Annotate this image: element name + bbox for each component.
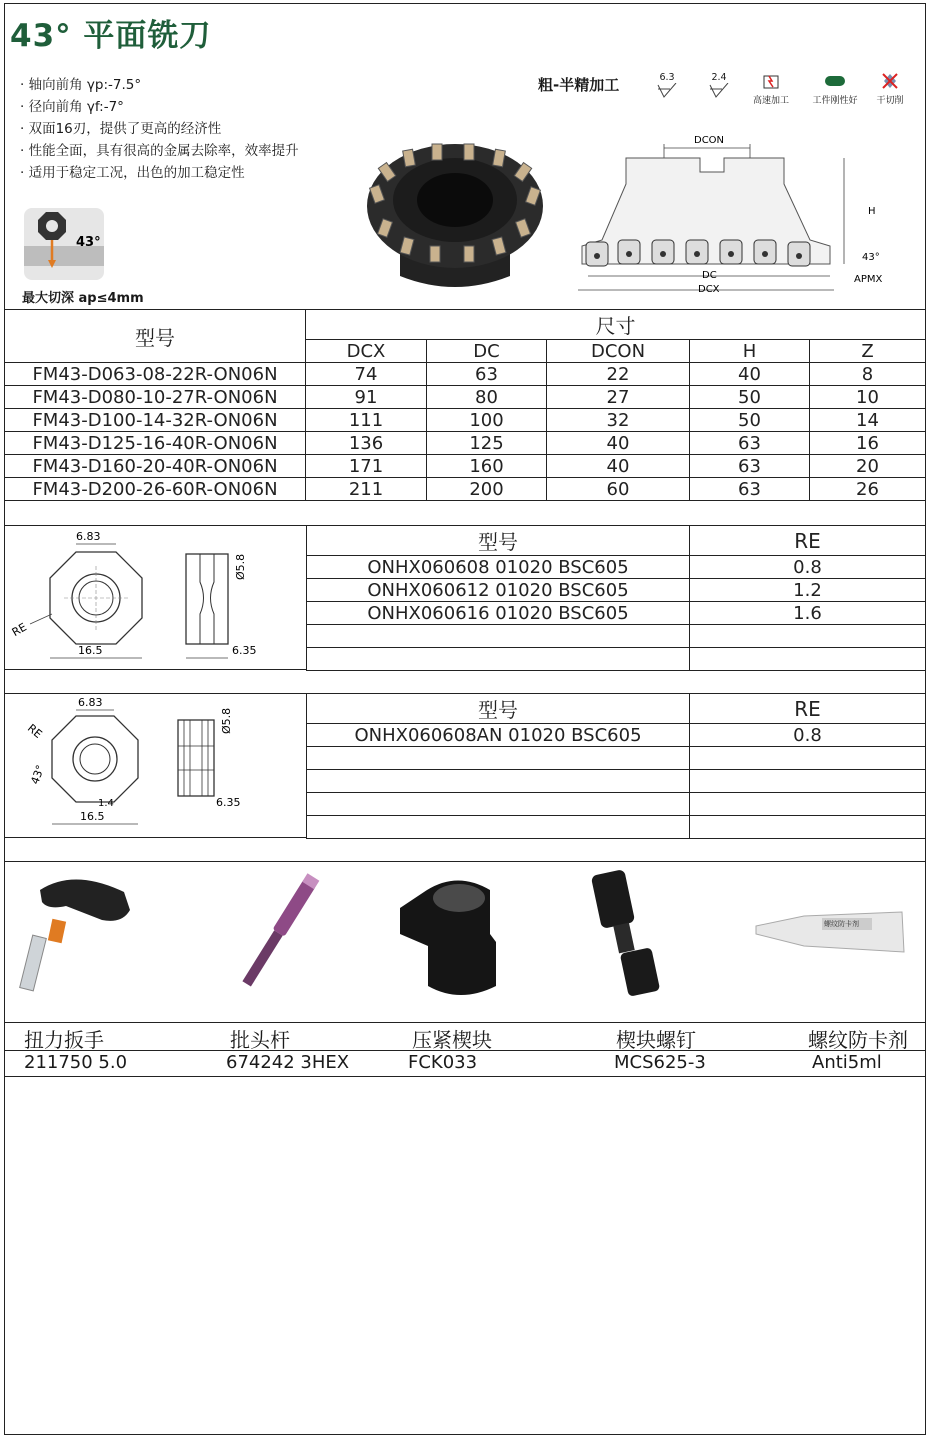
dim-re: RE xyxy=(24,721,45,741)
dim-width: 16.5 xyxy=(80,810,105,823)
accessory-code: FCK033 xyxy=(408,1052,478,1073)
table-row xyxy=(307,770,926,793)
value-cell: 63 xyxy=(427,363,547,386)
value-cell: 211 xyxy=(306,478,427,501)
table-row xyxy=(307,625,926,648)
feature-item: · 性能全面，具有很高的金属去除率，效率提升 xyxy=(20,140,299,162)
label-angle: 43° xyxy=(862,252,880,263)
feature-item: · 径向前角 γf:-7° xyxy=(20,96,299,118)
value-cell: 63 xyxy=(690,478,810,501)
value-cell: 32 xyxy=(547,409,690,432)
value-cell: 16 xyxy=(810,432,926,455)
value-cell: 60 xyxy=(547,478,690,501)
insert2-table xyxy=(306,693,926,839)
label-dcon: DCON xyxy=(694,135,725,146)
dim-width: 16.5 xyxy=(78,644,103,657)
value-cell: 50 xyxy=(690,409,810,432)
label-dc: DC xyxy=(702,270,717,281)
insert1-table xyxy=(306,525,926,671)
dim-angle: 43° xyxy=(28,763,48,787)
insert2-drawing xyxy=(4,694,307,838)
accessory-name: 楔块螺钉 xyxy=(616,1028,696,1052)
accessory-images xyxy=(4,862,926,1023)
cutter-dimension-diagram xyxy=(572,132,890,308)
value-cell: 63 xyxy=(690,455,810,478)
feature-item: · 适用于稳定工况，出色的加工稳定性 xyxy=(20,162,299,184)
accessory-code: MCS625-3 xyxy=(614,1052,706,1073)
symbol-label: 工件刚性好 xyxy=(812,96,858,106)
table-row xyxy=(307,724,926,747)
clamp-wedge-image xyxy=(400,880,496,995)
value-cell: 27 xyxy=(547,386,690,409)
table-row xyxy=(307,747,926,770)
cutter-photo xyxy=(360,138,550,297)
dim-thick: 6.35 xyxy=(232,644,257,657)
value-cell: 160 xyxy=(427,455,547,478)
anti-seize-tube-image xyxy=(756,912,904,952)
value-cell: 10 xyxy=(810,386,926,409)
table-row xyxy=(5,478,926,501)
symbol-label: 干切削 xyxy=(876,96,904,106)
dim-hole: Ø5.8 xyxy=(234,553,247,580)
label-dcx: DCX xyxy=(698,284,720,295)
table-row xyxy=(5,432,926,455)
roughness-value: 6.3 xyxy=(659,72,675,83)
value-cell: 63 xyxy=(690,432,810,455)
dim-hole: Ø5.8 xyxy=(220,707,233,734)
feature-item: · 双面16刃，提供了更高的经济性 xyxy=(20,118,299,140)
cut-angle-text: 43° xyxy=(76,235,101,250)
model-cell: FM43-D200-26-60R-ON06N xyxy=(5,478,306,501)
table-row xyxy=(307,579,926,602)
model-cell: FM43-D063-08-22R-ON06N xyxy=(5,363,306,386)
wedge-screw-image xyxy=(591,869,660,997)
accessory-name: 批头杆 xyxy=(230,1028,290,1052)
table-row xyxy=(307,556,926,579)
dry-cut-symbol xyxy=(872,72,908,106)
header-size: 尺寸 xyxy=(306,310,926,340)
column-header: H xyxy=(690,340,810,363)
roughness-symbol xyxy=(656,72,678,102)
value-cell: 74 xyxy=(306,363,427,386)
value-cell: 22 xyxy=(547,363,690,386)
value-cell: 40 xyxy=(547,432,690,455)
value-cell: 1.2 xyxy=(690,579,926,602)
dim-top: 6.83 xyxy=(76,530,101,543)
value-cell: 136 xyxy=(306,432,427,455)
value-cell: 125 xyxy=(427,432,547,455)
table-row xyxy=(5,386,926,409)
model-cell: ONHX060608AN 01020 BSC605 xyxy=(307,724,690,747)
table-row xyxy=(307,816,926,839)
value-cell: 0.8 xyxy=(690,556,926,579)
value-cell: 111 xyxy=(306,409,427,432)
column-header: DC xyxy=(427,340,547,363)
divider xyxy=(4,1076,926,1077)
value-cell: 26 xyxy=(810,478,926,501)
table-row xyxy=(307,793,926,816)
spacer-row xyxy=(4,669,926,694)
table-row xyxy=(307,602,926,625)
header-re: RE xyxy=(690,694,926,724)
model-cell: ONHX060616 01020 BSC605 xyxy=(307,602,690,625)
value-cell: 200 xyxy=(427,478,547,501)
high-speed-icon xyxy=(761,72,781,90)
roughness-symbol xyxy=(708,72,730,102)
value-cell: 40 xyxy=(690,363,810,386)
table-row xyxy=(5,363,926,386)
max-depth-caption: 最大切深 ap≤4mm xyxy=(22,291,144,306)
value-cell: 100 xyxy=(427,409,547,432)
bit-holder-image xyxy=(241,873,320,987)
value-cell: 80 xyxy=(427,386,547,409)
dim-thick: 6.35 xyxy=(216,796,241,809)
dim-top: 6.83 xyxy=(78,696,103,709)
label-apmx: APMX xyxy=(854,274,883,285)
value-cell: 171 xyxy=(306,455,427,478)
accessory-code: Anti5ml xyxy=(812,1052,882,1073)
dry-cut-icon xyxy=(880,72,900,90)
dim-chamfer: 1.4 xyxy=(98,798,114,809)
tube-label: 螺纹防卡剂 xyxy=(824,920,859,928)
model-cell: FM43-D160-20-40R-ON06N xyxy=(5,455,306,478)
value-cell: 50 xyxy=(690,386,810,409)
header-model: 型号 xyxy=(307,526,690,556)
column-header: DCON xyxy=(547,340,690,363)
column-header: Z xyxy=(810,340,926,363)
model-cell: FM43-D125-16-40R-ON06N xyxy=(5,432,306,455)
accessory-code: 211750 5.0 xyxy=(24,1052,128,1073)
accessory-name: 压紧楔块 xyxy=(412,1028,492,1052)
table-row xyxy=(5,455,926,478)
roughness-value: 2.4 xyxy=(711,72,727,83)
accessory-name: 扭力扳手 xyxy=(24,1028,104,1052)
value-cell: 8 xyxy=(810,363,926,386)
machining-type: 粗-半精加工 xyxy=(538,76,620,94)
cutter-spec-table xyxy=(4,309,926,501)
model-cell: ONHX060608 01020 BSC605 xyxy=(307,556,690,579)
label-h: H xyxy=(868,206,876,217)
accessory-code: 674242 3HEX xyxy=(226,1052,350,1073)
feature-item: · 轴向前角 γp:-7.5° xyxy=(20,74,299,96)
value-cell: 20 xyxy=(810,455,926,478)
rigid-workpiece-symbol xyxy=(808,72,862,106)
page-title: 43° 平面铣刀 xyxy=(10,18,212,54)
torque-wrench-image xyxy=(20,879,130,990)
value-cell: 1.6 xyxy=(690,602,926,625)
dim-re: RE xyxy=(9,620,29,640)
value-cell: 14 xyxy=(810,409,926,432)
value-cell: 91 xyxy=(306,386,427,409)
accessory-name: 螺纹防卡剂 xyxy=(808,1028,908,1052)
header-re: RE xyxy=(690,526,926,556)
spacer-row xyxy=(4,837,926,862)
value-cell: 0.8 xyxy=(690,724,926,747)
cut-depth-icon xyxy=(24,208,104,280)
symbol-label: 高速加工 xyxy=(752,96,789,106)
divider xyxy=(4,1050,926,1051)
rigid-workpiece-icon xyxy=(823,72,847,90)
insert1-drawing xyxy=(4,526,307,670)
column-header: DCX xyxy=(306,340,427,363)
value-cell: 40 xyxy=(547,455,690,478)
table-row xyxy=(5,409,926,432)
model-cell: FM43-D100-14-32R-ON06N xyxy=(5,409,306,432)
high-speed-symbol xyxy=(748,72,794,106)
feature-list xyxy=(20,74,299,184)
model-cell: ONHX060612 01020 BSC605 xyxy=(307,579,690,602)
spacer-row xyxy=(4,501,926,526)
table-row xyxy=(307,648,926,671)
model-cell: FM43-D080-10-27R-ON06N xyxy=(5,386,306,409)
header-model: 型号 xyxy=(307,694,690,724)
header-model: 型号 xyxy=(5,310,306,363)
